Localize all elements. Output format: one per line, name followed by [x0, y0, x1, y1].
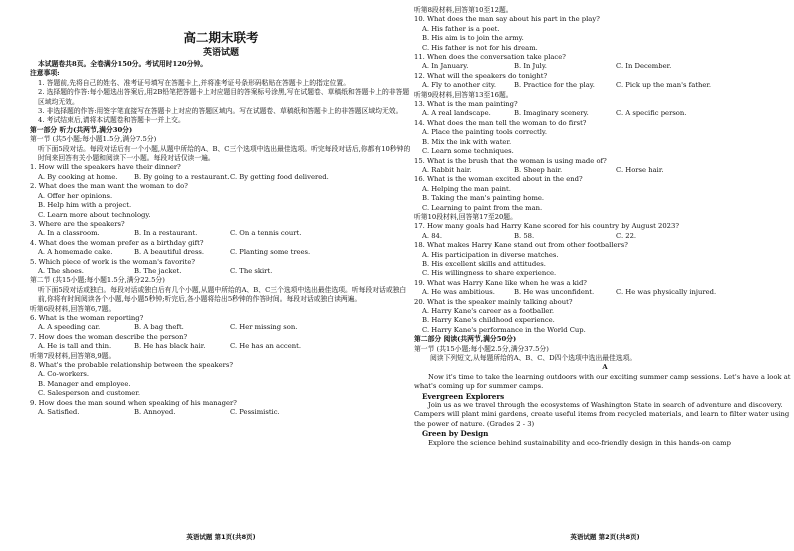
notes-heading: 注意事项:: [30, 69, 60, 78]
option-b: B. Help him with a project.: [38, 201, 132, 210]
section2-heading: 第二节 (共15小题;每小题1.5分,满分22.5分): [30, 276, 165, 285]
option-c: C. Her missing son.: [230, 323, 298, 332]
question-3-options: [30, 229, 412, 238]
option-b: B. 58.: [514, 231, 535, 240]
question-17: 17. How many goals had Harry Kane scored for his country by August 2023?: [414, 222, 679, 231]
option-c: C. Pessimistic.: [230, 408, 280, 417]
option-c: C. Pick up the man's father.: [616, 81, 712, 90]
option-a: A. Offer her opinions.: [38, 191, 113, 200]
option-b: B. A beautiful dress.: [134, 248, 205, 257]
option-b: B. A bag theft.: [134, 323, 184, 332]
reading-section1-instructions: 阅读下列短文,从每题所给的A、B、C、D四个选项中选出最佳选项。: [430, 354, 637, 363]
option-b: B. Taking the man's painting home.: [422, 194, 545, 203]
option-b: B. Practice for the play.: [514, 81, 595, 90]
option-b: B. In a restaurant.: [134, 229, 198, 238]
question-19-options: [414, 288, 794, 297]
option-b: B. Mix the ink with water.: [422, 137, 512, 146]
question-5-options: [30, 267, 412, 276]
listening-passage-10: 听第10段材料,回答第17至20题。: [414, 212, 517, 221]
note-item: 3. 非选择题的作答:用签字笔直接写在答题卡上对应的答题区域内。写在试题卷、草稿纸和答题卡上的非答题区域均无效。: [38, 107, 403, 116]
option-c: C. His father is not for his dream.: [422, 43, 538, 52]
listening-passage-6: 听第6段材料,回答第6,7题。: [30, 304, 116, 313]
option-a: A. Co-workers.: [38, 370, 90, 379]
option-a: A. A real landscape.: [422, 109, 491, 118]
option-a: A. 84.: [422, 231, 443, 240]
part2-heading: 第二部分 阅读(共两节,满分50分): [414, 335, 517, 344]
question-6-options: [30, 323, 412, 332]
option-a: A. He was ambitious.: [422, 288, 495, 297]
option-a: A. Satisfied.: [38, 408, 80, 417]
page-2: [414, 6, 794, 448]
question-4-options: [30, 248, 412, 257]
option-c: C. Learn some techniques.: [422, 147, 514, 156]
passage-intro: Now it's time to take the learning outdoors with our exciting summer camp sessions. Let's have a look at what's coming up for summer camps.: [414, 372, 791, 391]
exam-title: 高二期末联考: [183, 30, 259, 45]
question-12: 12. What will the speakers do tonight?: [414, 71, 548, 80]
question-14: 14. What does the man tell the woman to do first?: [414, 118, 587, 127]
page-2-footer: 英语试题 第2页(共8页): [570, 533, 640, 541]
exam-intro: 本试题卷共8页。全卷满分150分。考试用时120分钟。: [38, 60, 208, 68]
option-c: C. Harry Kane's performance in the World Cup.: [422, 325, 586, 334]
question-10: 10. What does the man say about his part in the play?: [414, 15, 600, 24]
camp-2-text: Explore the science behind sustainability and eco-friendly design in this hands-on camp: [428, 438, 731, 447]
note-item: 4. 考试结束后,请将本试题卷和答题卡一并上交。: [38, 116, 185, 125]
question-20: 20. What is the speaker mainly talking about?: [414, 297, 573, 306]
option-c: C. In December.: [616, 62, 672, 71]
question-17-options: [414, 232, 794, 241]
option-c: C. Planting some trees.: [230, 248, 311, 257]
option-a: A. Place the painting tools correctly.: [422, 128, 548, 137]
option-a: A. By cooking at home.: [38, 172, 118, 181]
question-6: 6. What is the woman reporting?: [30, 313, 144, 322]
option-b: B. Manager and employee.: [38, 379, 131, 388]
note-item: 1. 答题前,先将自己的姓名、准考证号填写在答题卡上,并将准考证号条形码粘贴在答题卡上的指定位置。: [38, 78, 351, 87]
option-b: B. His excellent skills and attitudes.: [422, 259, 546, 268]
question-13-options: [414, 109, 794, 118]
question-16: 16. What is the woman excited about in the end?: [414, 175, 583, 184]
question-2: 2. What does the man want the woman to do?: [30, 182, 188, 191]
option-a: A. In a classroom.: [38, 229, 100, 238]
question-15-options: [414, 166, 794, 175]
option-c: C. His willingness to share experience.: [422, 269, 557, 278]
option-a: A. A speeding car.: [38, 323, 101, 332]
question-11: 11. When does the conversation take place?: [414, 53, 566, 62]
option-b: B. Sheep hair.: [514, 165, 563, 174]
question-13: 13. What is the man painting?: [414, 100, 518, 109]
option-c: C. The skirt.: [230, 266, 273, 275]
option-a: A. In January.: [422, 62, 469, 71]
question-9-options: [30, 408, 412, 417]
option-c: C. By getting food delivered.: [230, 172, 329, 181]
option-b: B. The jacket.: [134, 266, 182, 275]
page-1: [30, 0, 412, 417]
option-b: B. In July.: [514, 62, 547, 71]
option-b: B. Harry Kane's childhood experience.: [422, 316, 555, 325]
question-8: 8. What's the probable relationship between the speakers?: [30, 361, 234, 369]
option-b: B. By going to a restaurant.: [134, 172, 230, 181]
question-1-options: [30, 173, 412, 182]
question-9: 9. How does the man sound when speaking of his manager?: [30, 398, 237, 407]
section2-instructions: 听下面5段对话或独白。每段对话或独白后有几个小题,从题中所给的A、B、C三个选项中选出最佳选项。听每段对话或独白前,你将有时间阅读各个小题,每小题5秒钟;听完后,各小题将给出5秒钟的作答时间。每段对话或独白读两遍。: [38, 285, 407, 304]
option-c: C. 22.: [616, 231, 637, 240]
option-a: A. He is tall and thin.: [38, 342, 112, 351]
option-c: C. Salesperson and customer.: [38, 389, 140, 398]
option-c: C. Horse hair.: [616, 165, 664, 174]
camp-1-title: Evergreen Explorers: [422, 391, 505, 401]
option-a: A. Fly to another city.: [422, 81, 496, 90]
option-a: A. The shoes.: [38, 266, 84, 275]
section1-heading: 第一节 (共5小题;每小题1.5分,满分7.5分): [30, 135, 157, 144]
question-18: 18. What makes Harry Kane stand out from other footballers?: [414, 241, 628, 250]
question-19: 19. What was Harry Kane like when he was a kid?: [414, 278, 587, 287]
option-c: C. On a tennis court.: [230, 229, 302, 238]
question-4: 4. What does the woman prefer as a birthday gift?: [30, 238, 204, 247]
section1-instructions: 听下面5段对话。每段对话后有一个小题,从题中所给的A、B、C三个选项中选出最佳选项。听完每段对话后,你都有10秒钟的时间来回答有关小题和阅读下一小题。每段对话仅读一遍。: [38, 144, 411, 163]
option-b: B. His aim is to join the army.: [422, 34, 524, 43]
question-3: 3. Where are the speakers?: [30, 219, 125, 228]
exam-subtitle: 英语试题: [202, 48, 239, 58]
part1-heading: 第一部分 听力(共两节,满分30分): [30, 125, 133, 134]
option-a: A. A homemade cake.: [38, 248, 113, 257]
listening-passage-9: 听第9段材料,回答第13至16题。: [414, 90, 513, 99]
option-b: B. Annoyed.: [134, 408, 176, 417]
option-c: C. Learn more about technology.: [38, 210, 151, 219]
option-b: B. Imaginary scenery.: [514, 109, 589, 118]
passage-letter: A: [602, 363, 608, 372]
option-c: C. A specific person.: [616, 109, 687, 118]
question-5: 5. Which piece of work is the woman's favorite?: [30, 257, 196, 266]
option-b: B. He was unconfident.: [514, 288, 595, 297]
option-a: A. His father is a poet.: [422, 24, 500, 33]
question-12-options: [414, 81, 794, 90]
page-1-footer: 英语试题 第1页(共8页): [186, 533, 256, 541]
question-15: 15. What is the brush that the woman is using made of?: [414, 156, 607, 165]
listening-passage-7: 听第7段材料,回答第8,9题。: [30, 351, 116, 360]
option-c: C. He was physically injured.: [616, 288, 717, 297]
listening-passage-8: 听第8段材料,回答第10至12题。: [414, 6, 513, 14]
option-a: A. Harry Kane's career as a footballer.: [422, 307, 555, 315]
option-a: A. Rabbit hair.: [422, 165, 472, 174]
question-1: 1. How will the speakers have their dinner?: [30, 163, 181, 172]
question-7-options: [30, 342, 412, 351]
option-c: C. Learning to paint from the man.: [422, 203, 543, 212]
question-11-options: [414, 62, 794, 71]
option-a: A. Helping the man paint.: [422, 184, 511, 193]
reading-section1-heading: 第一节 (共15小题;每小题2.5分,满分37.5分): [414, 344, 549, 353]
camp-1-text: Join us as we travel through the ecosystems of Washington State in search of adventure and discovery. Campers will plant mini gardens, create useful items from recycled materials, and learn to filter water using the power of nature. (Grades 2 - 3): [414, 401, 790, 428]
camp-2-title: Green by Design: [422, 429, 489, 439]
question-7: 7. How does the woman describe the person?: [30, 332, 188, 341]
option-b: B. He has black hair.: [134, 342, 206, 351]
note-item: 2. 选择题的作答:每小题选出答案后,用2B铅笔把答题卡上对应题目的答案标号涂黑,写在试题卷、草稿纸和答题卡上的非答题区域均无效。: [38, 88, 410, 106]
option-a: A. His participation in diverse matches.: [422, 250, 559, 259]
option-c: C. He has an accent.: [230, 342, 302, 351]
